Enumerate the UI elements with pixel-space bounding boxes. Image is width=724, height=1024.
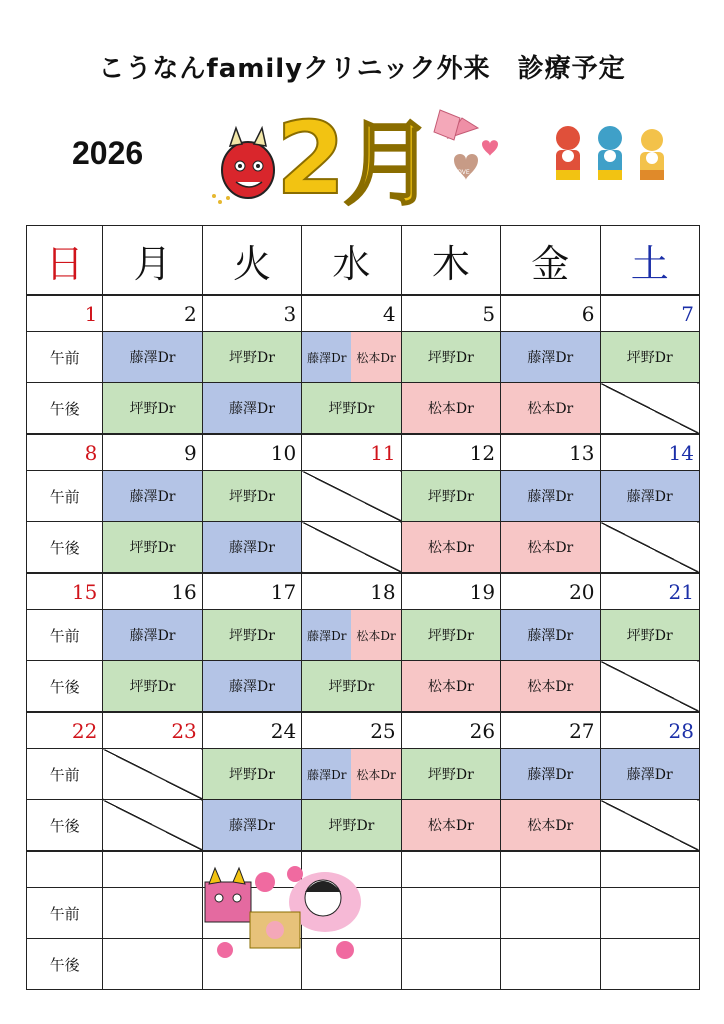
weekday-sun: 日	[27, 226, 103, 296]
blank-cell	[401, 939, 500, 990]
doctor-cell: 坪野Dr	[103, 522, 202, 574]
oni-mask-icon	[212, 128, 274, 204]
doctor-cell: 藤澤Dr	[501, 471, 600, 522]
am-label: 午前	[27, 610, 103, 661]
pm-row	[27, 383, 700, 435]
doctor-cell: 藤澤Dr	[202, 800, 301, 852]
date-cell: 9	[103, 434, 202, 471]
date-cell: 16	[103, 573, 202, 610]
closed-cell	[600, 800, 699, 852]
closed-cell	[600, 661, 699, 713]
doctor-cell: 藤澤Dr	[501, 610, 600, 661]
doctor-name: 藤澤Dr	[302, 749, 351, 799]
am-row	[27, 610, 700, 661]
weekday-thu: 木	[401, 226, 500, 296]
doctor-cell: 坪野Dr	[302, 800, 401, 852]
doctor-cell: 藤澤Dr	[501, 749, 600, 800]
doctor-name: 松本Dr	[351, 749, 400, 799]
doctor-cell: 坪野Dr	[401, 749, 500, 800]
love-badge: LOVE	[454, 169, 470, 176]
doctor-cell: 坪野Dr	[600, 610, 699, 661]
doctor-name: 藤澤Dr	[302, 332, 351, 382]
blank-cell	[501, 939, 600, 990]
split-doctor-cell	[302, 332, 401, 383]
blank-cell	[401, 851, 500, 888]
blank-cell	[103, 888, 202, 939]
closed-cell	[103, 749, 202, 800]
month-title-art	[208, 98, 508, 208]
date-cell: 18	[302, 573, 401, 610]
doctor-cell: 松本Dr	[501, 661, 600, 713]
blank-cell	[103, 851, 202, 888]
date-cell: 15	[27, 573, 103, 610]
heart-gift-icon	[434, 110, 498, 180]
closed-cell	[302, 522, 401, 574]
doctor-cell: 坪野Dr	[401, 610, 500, 661]
blank-cell	[401, 888, 500, 939]
date-cell: 25	[302, 712, 401, 749]
doctor-cell: 松本Dr	[401, 383, 500, 435]
svg-text:2: 2	[276, 100, 346, 208]
date-cell: 8	[27, 434, 103, 471]
date-cell: 21	[600, 573, 699, 610]
date-cell: 22	[27, 712, 103, 749]
doctor-name: 藤澤Dr	[302, 610, 351, 660]
blank-cell	[600, 939, 699, 990]
date-cell: 27	[501, 712, 600, 749]
am-row	[27, 332, 700, 383]
split-doctor-cell	[302, 749, 401, 800]
closed-cell	[600, 383, 699, 435]
am-row	[27, 471, 700, 522]
doctor-cell: 松本Dr	[501, 800, 600, 852]
doctor-cell: 藤澤Dr	[202, 661, 301, 713]
doctor-cell: 坪野Dr	[202, 610, 301, 661]
blank-cell	[103, 939, 202, 990]
pm-label: 午後	[27, 383, 103, 435]
doctor-cell: 藤澤Dr	[103, 471, 202, 522]
doctor-name: 松本Dr	[351, 332, 400, 382]
split-doctor-cell	[302, 610, 401, 661]
three-oni-icon	[548, 118, 676, 198]
date-cell: 10	[202, 434, 301, 471]
doctor-cell: 藤澤Dr	[600, 749, 699, 800]
weekday-tue: 火	[202, 226, 301, 296]
doctor-cell: 坪野Dr	[202, 749, 301, 800]
am-label: 午前	[27, 332, 103, 383]
doctor-cell: 坪野Dr	[401, 471, 500, 522]
blank-cell	[600, 851, 699, 888]
svg-text:月: 月	[343, 111, 436, 208]
doctor-cell: 坪野Dr	[302, 661, 401, 713]
weekday-header-row	[27, 226, 700, 296]
doctor-cell: 松本Dr	[501, 383, 600, 435]
weekday-fri: 金	[501, 226, 600, 296]
blank-cell	[27, 851, 103, 888]
doctor-cell: 藤澤Dr	[103, 332, 202, 383]
date-row	[27, 434, 700, 471]
date-cell: 23	[103, 712, 202, 749]
date-row	[27, 712, 700, 749]
date-cell: 6	[501, 295, 600, 332]
pm-row	[27, 661, 700, 713]
date-row	[27, 295, 700, 332]
weekday-mon: 月	[103, 226, 202, 296]
doctor-cell: 坪野Dr	[202, 471, 301, 522]
setsubun-illustration-icon	[195, 862, 365, 967]
closed-cell	[103, 800, 202, 852]
doctor-cell: 松本Dr	[401, 661, 500, 713]
pm-label: 午後	[27, 939, 103, 990]
date-cell: 20	[501, 573, 600, 610]
closed-cell	[600, 522, 699, 574]
date-cell: 2	[103, 295, 202, 332]
date-cell: 17	[202, 573, 301, 610]
date-cell: 13	[501, 434, 600, 471]
pm-row	[27, 800, 700, 852]
date-cell: 5	[401, 295, 500, 332]
blank-cell	[501, 851, 600, 888]
am-row	[27, 749, 700, 800]
weekday-sat: 土	[600, 226, 699, 296]
date-cell: 24	[202, 712, 301, 749]
doctor-cell: 藤澤Dr	[103, 610, 202, 661]
pm-label: 午後	[27, 661, 103, 713]
doctor-cell: 松本Dr	[501, 522, 600, 574]
date-cell: 19	[401, 573, 500, 610]
date-cell: 7	[600, 295, 699, 332]
doctor-cell: 藤澤Dr	[202, 383, 301, 435]
date-cell: 1	[27, 295, 103, 332]
date-cell: 26	[401, 712, 500, 749]
doctor-name: 松本Dr	[351, 610, 400, 660]
doctor-cell: 藤澤Dr	[202, 522, 301, 574]
doctor-cell: 坪野Dr	[103, 383, 202, 435]
doctor-cell: 坪野Dr	[103, 661, 202, 713]
blank-cell	[600, 888, 699, 939]
doctor-cell: 坪野Dr	[302, 383, 401, 435]
date-cell: 11	[302, 434, 401, 471]
blank-cell	[501, 888, 600, 939]
doctor-cell: 坪野Dr	[202, 332, 301, 383]
closed-cell	[302, 471, 401, 522]
year-label: 2026	[72, 135, 144, 171]
page-title: こうなんfamilyクリニック外来 診療予定	[98, 54, 626, 84]
doctor-cell: 藤澤Dr	[600, 471, 699, 522]
doctor-cell: 藤澤Dr	[501, 332, 600, 383]
date-cell: 14	[600, 434, 699, 471]
pm-label: 午後	[27, 522, 103, 574]
doctor-cell: 松本Dr	[401, 522, 500, 574]
pm-row	[27, 522, 700, 574]
weekday-wed: 水	[302, 226, 401, 296]
pm-label: 午後	[27, 800, 103, 852]
date-cell: 4	[302, 295, 401, 332]
date-cell: 28	[600, 712, 699, 749]
date-cell: 12	[401, 434, 500, 471]
date-cell: 3	[202, 295, 301, 332]
am-label: 午前	[27, 471, 103, 522]
doctor-cell: 坪野Dr	[600, 332, 699, 383]
am-label: 午前	[27, 749, 103, 800]
doctor-cell: 坪野Dr	[401, 332, 500, 383]
doctor-cell: 松本Dr	[401, 800, 500, 852]
am-label: 午前	[27, 888, 103, 939]
date-row	[27, 573, 700, 610]
